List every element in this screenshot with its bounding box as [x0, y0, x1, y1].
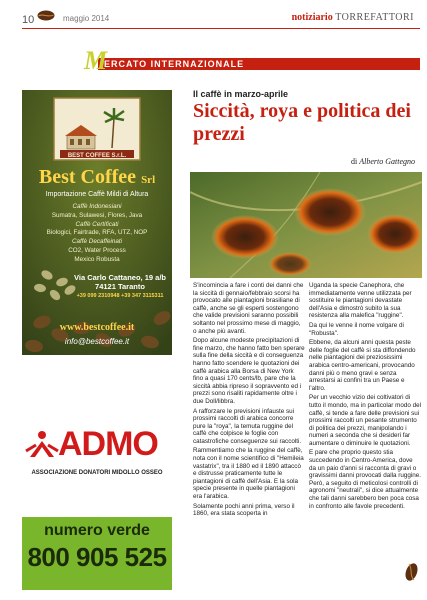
ad-best-coffee[interactable]	[22, 90, 172, 355]
page-number: 10	[22, 14, 35, 26]
admo-phone-number[interactable]: 800 905 525	[27, 542, 167, 572]
best-coffee-address: Via Carlo Cattaneo, 19 a/b	[74, 273, 166, 282]
best-coffee-name	[22, 166, 172, 189]
article-column-2	[309, 282, 421, 512]
section-initial: M	[84, 46, 108, 75]
article-paragraph: A rafforzare le previsioni infauste sui prossimi raccolti di arabica concorre pure la "roya", la temuta ruggine del caffè che colpisce le foglie con catastrofiche conseguenze sui raccolti.	[193, 407, 302, 445]
article-paragraph: Uganda la specie Canephora, che immediatamente venne utilizzata per sostituire le piantagioni devastate dell'Asia e dimostrò subito la sua resistenza alla malefica "ruggine".	[309, 282, 412, 320]
article-paragraph: Per un vecchio vizio dei coltivatori di tutto il mondo, ma in particolar modo del caffè, si tende a fare delle previsioni sui prossimi raccolti un pesante strumento di politica dei prezzi, manipolando i numeri a seconda che si desideri far aumentare o diminuire le quotazioni.	[309, 394, 422, 447]
article-paragraph: S'incomincia a fare i conti dei danni che la siccità di gennaio/febbraio scorsi ha provocato alle piantagioni brasiliane di caffè, anche se gli esperti sostengono che valide previsioni saranno possibili soltanto nel prossimo mese di maggio, o anche più avanti.	[193, 282, 304, 335]
coffee-bean-icon	[37, 10, 55, 21]
article-paragraph: Rammentiamo che la ruggine del caffè, nota con il nome scientifico di "Hemileia vastatrix", tra il 1880 ed il 1890 attaccò e distrusse praticamente tutte le piantagioni di caffè dell'Asia. E la sola specie presente in quelle piantagioni era l'arabica.	[193, 447, 304, 501]
byline-prefix: di	[350, 157, 358, 166]
best-coffee-subtitle: Importazione Caffè Mildi di Altura	[45, 191, 149, 198]
best-coffee-line: CO2, Water Process	[68, 246, 126, 254]
best-coffee-line: Sumatra, Sulawesi, Flores, Java	[51, 211, 143, 219]
best-coffee-name-main: Best Coffee	[38, 166, 137, 188]
article-column-1	[193, 282, 305, 520]
article-paragraph: Da qui le venne il nome volgare di "Robusta".	[309, 321, 404, 337]
ad-admo[interactable]	[22, 405, 172, 590]
best-coffee-website[interactable]: www.bestcoffee.it	[59, 322, 135, 333]
article-byline	[351, 157, 415, 166]
article-paragraph: E pare che proprio questo stia succedendo in Centro-America, dove da un paio d'anni si racconta di gravi o gravissimi danni provocati dalla ruggine. Però, a seguito di meticolosi controlli di agronomi "neutrali", si dice attualmente che tali danni sarebbero ben poca cosa in confronto alle favole precedenti.	[309, 449, 422, 510]
brand-main: notiziario	[291, 12, 333, 23]
article-paragraph: Ebbene, da alcuni anni questa peste delle foglie del caffè si sta diffondendo nelle piantagioni dei preziosissimi arabica centro-americani, provocando danni più o meno gravi e senza arrestarsi ai confini tra un Paese e l'altro.	[309, 339, 416, 392]
brand-sub: TORREFATTORI	[335, 12, 414, 23]
coffee-leaf-rust-photo	[190, 172, 422, 278]
header-divider	[22, 28, 420, 29]
admo-green-label: numero verde	[44, 522, 150, 539]
magazine-brand	[292, 12, 414, 23]
issue-date: maggio 2014	[63, 14, 110, 23]
best-coffee-logo-text: BEST COFFEE S.r.L.	[67, 153, 127, 159]
best-coffee-line: Biologici, Fairtrade, RFA, UTZ, NOP	[46, 229, 148, 237]
best-coffee-line: Caffè Decaffeinati	[71, 238, 123, 246]
article-paragraph: Dopo alcune modeste precipitazioni di fine marzo, che hanno fatto ben sperare sulla fine della siccità e di conseguenza hanno fatto scendere le quotazioni dei caffè arabica alla Borsa di New York fino a quasi 170 cents/lb, pare che la siccità abbia ripreso il sopravvento ed i prezzi sono risaliti rapidamente oltre i due Doll/libbra.	[193, 337, 305, 405]
article-paragraph: Solamente pochi anni prima, verso il 1860, era stata scoperta in	[193, 502, 295, 518]
byline-author: Alberto Gattegno	[359, 157, 415, 166]
article-title: Siccità, roya e politica dei prezzi	[193, 100, 411, 145]
best-coffee-line: Mexico Robusta	[74, 255, 120, 263]
best-coffee-address-block	[70, 273, 170, 291]
best-coffee-name-suffix: Srl	[141, 174, 156, 186]
coffee-bean-end-icon	[405, 562, 418, 582]
section-title: ERCATO INTERNAZIONALE	[104, 59, 245, 69]
best-coffee-line: Caffè Indonesiani	[72, 203, 122, 210]
admo-subtitle: ASSOCIAZIONE DONATORI MIDOLLO OSSEO	[31, 470, 163, 476]
admo-logo: ADMO	[58, 425, 158, 463]
best-coffee-line: Caffè Certificati	[75, 220, 119, 228]
best-coffee-list	[22, 203, 172, 265]
best-coffee-city: 74121 Taranto	[95, 282, 145, 291]
best-coffee-email[interactable]: info@bestcoffee.it	[64, 337, 130, 346]
article-kicker: Il caffè in marzo-aprile	[193, 89, 289, 99]
best-coffee-phones: +39 099 2310948 +39 347 3115311	[76, 293, 164, 299]
